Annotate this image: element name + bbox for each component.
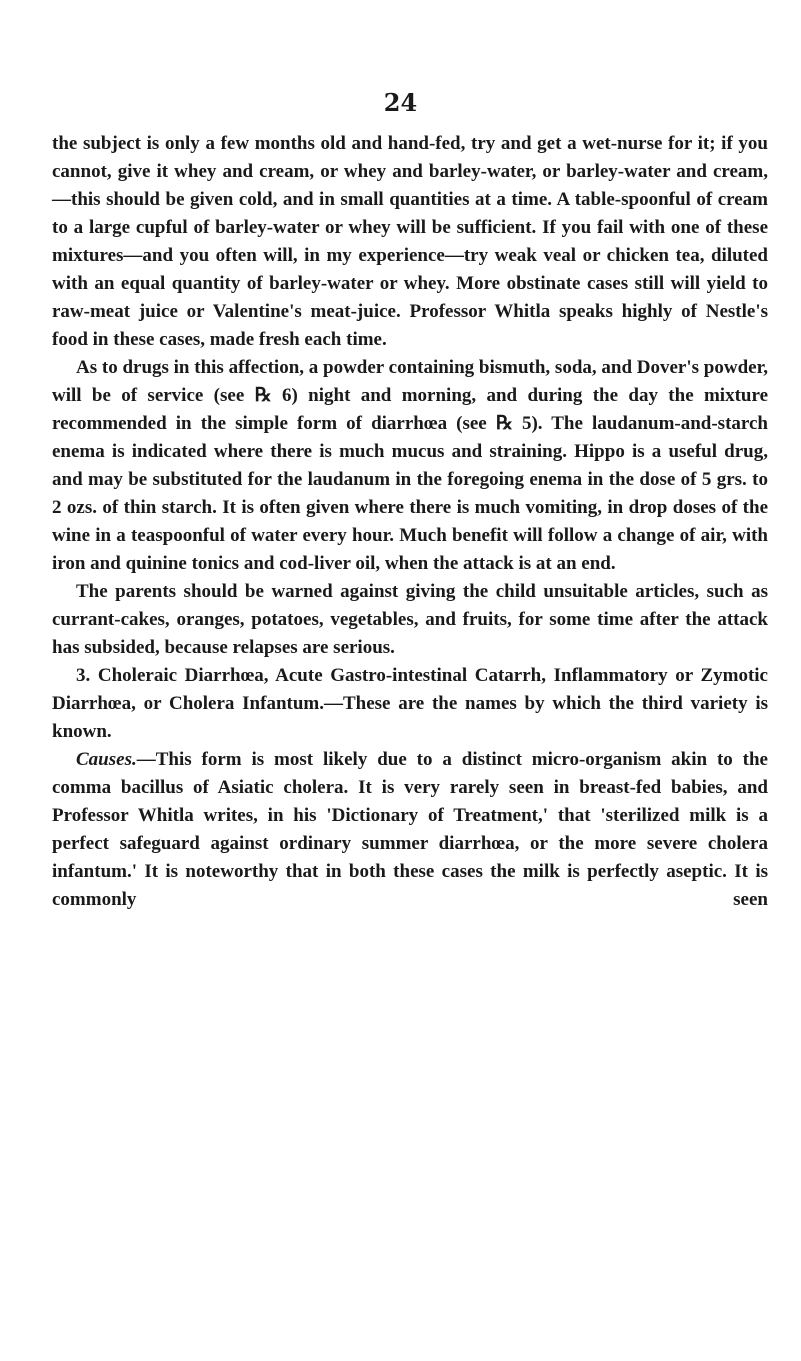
paragraph-causes xyxy=(52,746,768,914)
page-number: 24 xyxy=(383,88,418,117)
paragraph-choleraic-diarrhoea-heading: 3. Choleraic Diarrhœa, Acute Gastro-intestinal Catarrh, Inflammatory or Zymotic Diarrhœa, or Cholera Infantum.—These are the names by which the third variety is known. xyxy=(52,665,768,742)
paragraph-drugs: As to drugs in this affection, a powder containing bismuth, soda, and Dover's powder, will be of service (see ℞ 6) night and morning, and during the day the mixture recommended in the simple form of diarrhœa (see ℞ 5). The laudanum-and-starch enema is indicated where there is much mucus and straining. Hippo is a useful drug, and may be substituted for the laudanum in the foregoing enema in the dose of 5 grs. to 2 ozs. of thin starch. It is often given where there is much vomiting, in drop doses of the wine in a teaspoonful of water every hour. Much benefit will follow a change of air, with iron and quinine tonics and cod-liver oil, when the attack is at an end. xyxy=(52,357,769,574)
causes-text: —This form is most likely due to a distinct micro-organism akin to the comma bacillus of Asiatic cholera. It is very rarely seen in breast-fed babies, and Professor Whitla writes, in his 'Dictionary of Treatment,' that 'sterilized milk is a perfect safeguard against ordinary summer diarrhœa, or the more severe cholera infantum.' It is noteworthy that in both these cases the milk is perfectly aseptic. It is commonly seen xyxy=(52,749,768,910)
paragraph-parents-warning: The parents should be warned against giving the child unsuitable articles, such as currant-cakes, oranges, potatoes, vegetables, and fruits, for some time after the attack has subsided, because relapses are serious. xyxy=(52,581,768,658)
paragraph-infant-feeding: the subject is only a few months old and hand-fed, try and get a wet-nurse for it; if you cannot, give it whey and cream, or whey and barley-water, or barley-water and cream,—this should be given cold, and in small quantities at a time. A table-spoonful of cream to a large cupful of barley-water or whey will be sufficient. If you fail with one of these mixtures—and you often will, in my experience—try weak veal or chicken tea, diluted with an equal quantity of barley-water or whey. More obstinate cases still will yield to raw-meat juice or Valentine's meat-juice. Professor Whitla speaks highly of Nestle's food in these cases, made fresh each time. xyxy=(52,133,768,350)
body-text xyxy=(52,130,768,914)
causes-run-in-heading: Causes. xyxy=(76,749,137,770)
